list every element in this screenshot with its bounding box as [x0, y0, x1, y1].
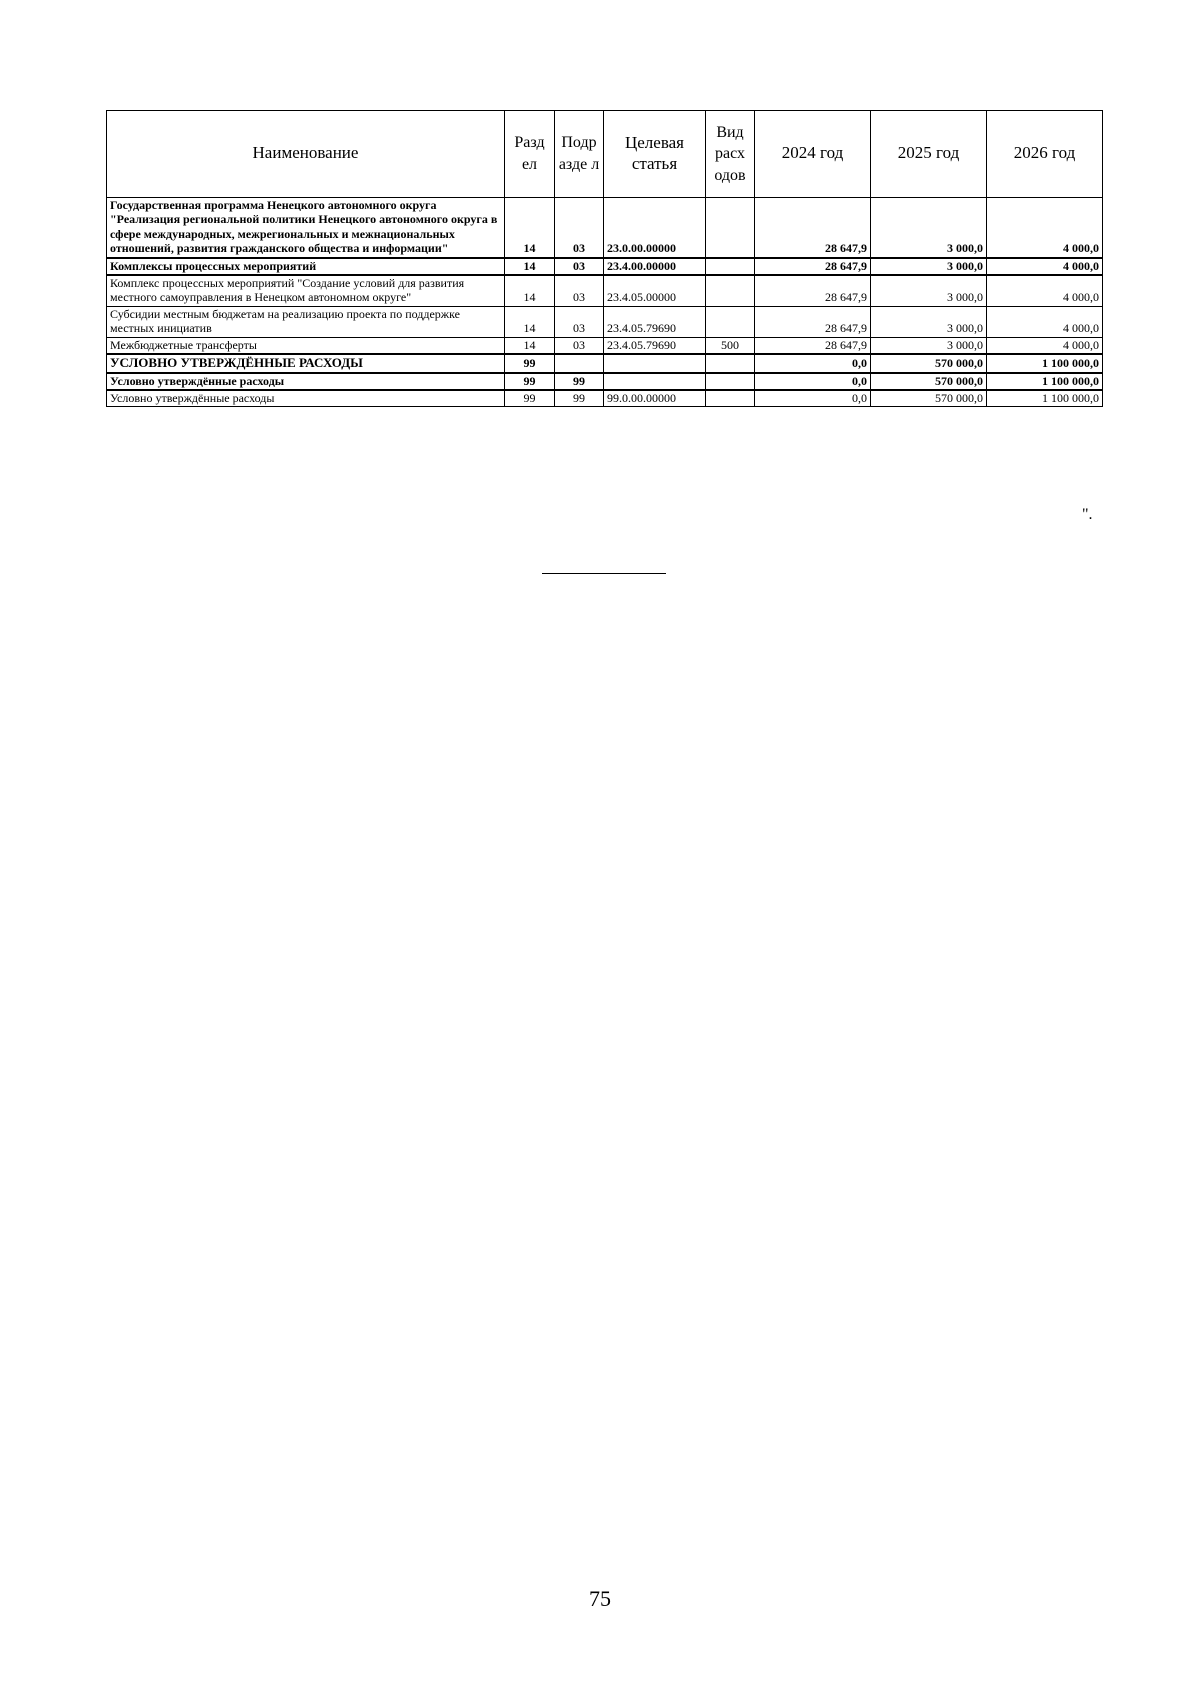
- row-2024: 28 647,9: [755, 306, 871, 337]
- row-2026: 4 000,0: [987, 275, 1103, 306]
- row-razdel: 14: [505, 198, 555, 258]
- row-vid-rashodov: [706, 275, 755, 306]
- table-row: [107, 354, 1103, 373]
- row-2024: 28 647,9: [755, 258, 871, 275]
- row-2026: 1 100 000,0: [987, 373, 1103, 390]
- row-2025: 570 000,0: [871, 373, 987, 390]
- row-podrazdel: 03: [555, 275, 604, 306]
- table-row: [107, 337, 1103, 354]
- row-vid-rashodov: [706, 373, 755, 390]
- row-vid-rashodov: 500: [706, 337, 755, 354]
- row-2026: 1 100 000,0: [987, 390, 1103, 407]
- row-celevaya-statya: 23.4.00.00000: [604, 258, 706, 275]
- row-razdel: 14: [505, 275, 555, 306]
- row-celevaya-statya: 23.4.05.79690: [604, 306, 706, 337]
- row-2025: 570 000,0: [871, 354, 987, 373]
- row-celevaya-statya: [604, 373, 706, 390]
- separator-line: [542, 573, 666, 574]
- row-name: Комплексы процессных мероприятий: [107, 258, 505, 275]
- row-razdel: 14: [505, 258, 555, 275]
- row-2024: 0,0: [755, 390, 871, 407]
- page-number: 75: [589, 1586, 611, 1611]
- table-row: [107, 198, 1103, 258]
- row-podrazdel: [555, 354, 604, 373]
- row-2025: 3 000,0: [871, 198, 987, 258]
- row-podrazdel: 99: [555, 390, 604, 407]
- header-podrazdel: Подр азде л: [555, 111, 604, 198]
- row-2026: 4 000,0: [987, 337, 1103, 354]
- row-name: Межбюджетные трансферты: [107, 337, 505, 354]
- header-celevaya-statya: Целевая статья: [604, 111, 706, 198]
- row-celevaya-statya: [604, 354, 706, 373]
- row-celevaya-statya: 23.4.05.00000: [604, 275, 706, 306]
- row-celevaya-statya: 23.4.05.79690: [604, 337, 706, 354]
- row-2025: 570 000,0: [871, 390, 987, 407]
- row-razdel: 99: [505, 390, 555, 407]
- table-row: [107, 275, 1103, 306]
- row-razdel: 14: [505, 306, 555, 337]
- row-name: Условно утверждённые расходы: [107, 390, 505, 407]
- row-2025: 3 000,0: [871, 306, 987, 337]
- row-vid-rashodov: [706, 306, 755, 337]
- row-2025: 3 000,0: [871, 275, 987, 306]
- row-celevaya-statya: 99.0.00.00000: [604, 390, 706, 407]
- table-row: [107, 373, 1103, 390]
- table-row: [107, 258, 1103, 275]
- header-row: [107, 111, 1103, 198]
- row-2026: 1 100 000,0: [987, 354, 1103, 373]
- row-podrazdel: 03: [555, 337, 604, 354]
- row-name: Государственная программа Ненецкого автономного округа "Реализация региональной политики Ненецкого автономного округа в сфере международных, межрегиональных и межнациональных отношений, развития гражданского общества и информации": [107, 198, 505, 258]
- row-name: Субсидии местным бюджетам на реализацию проекта по поддержке местных инициатив: [107, 306, 505, 337]
- row-2025: 3 000,0: [871, 337, 987, 354]
- row-name: Условно утверждённые расходы: [107, 373, 505, 390]
- row-celevaya-statya: 23.0.00.00000: [604, 198, 706, 258]
- row-podrazdel: 03: [555, 258, 604, 275]
- table-row: [107, 390, 1103, 407]
- row-podrazdel: 99: [555, 373, 604, 390]
- budget-table: [106, 110, 1103, 407]
- header-2026: 2026 год: [987, 111, 1103, 198]
- row-razdel: 14: [505, 337, 555, 354]
- row-vid-rashodov: [706, 198, 755, 258]
- row-name: УСЛОВНО УТВЕРЖДЁННЫЕ РАСХОДЫ: [107, 354, 505, 373]
- row-name: Комплекс процессных мероприятий "Создание условий для развития местного самоуправления в Ненецком автономном округе": [107, 275, 505, 306]
- row-vid-rashodov: [706, 354, 755, 373]
- row-2025: 3 000,0: [871, 258, 987, 275]
- row-podrazdel: 03: [555, 306, 604, 337]
- row-razdel: 99: [505, 354, 555, 373]
- header-vid-rashodov: Вид расх одов: [706, 111, 755, 198]
- header-2024: 2024 год: [755, 111, 871, 198]
- table-row: [107, 306, 1103, 337]
- row-2024: 28 647,9: [755, 275, 871, 306]
- row-podrazdel: 03: [555, 198, 604, 258]
- row-2026: 4 000,0: [987, 306, 1103, 337]
- row-2026: 4 000,0: [987, 258, 1103, 275]
- header-razdel: Разд ел: [505, 111, 555, 198]
- row-2024: 0,0: [755, 373, 871, 390]
- row-2024: 28 647,9: [755, 337, 871, 354]
- row-razdel: 99: [505, 373, 555, 390]
- header-naimenovanie: Наименование: [107, 111, 505, 198]
- row-2024: 28 647,9: [755, 198, 871, 258]
- row-vid-rashodov: [706, 390, 755, 407]
- header-2025: 2025 год: [871, 111, 987, 198]
- closing-quote: ".: [1082, 506, 1093, 523]
- row-vid-rashodov: [706, 258, 755, 275]
- row-2026: 4 000,0: [987, 198, 1103, 258]
- row-2024: 0,0: [755, 354, 871, 373]
